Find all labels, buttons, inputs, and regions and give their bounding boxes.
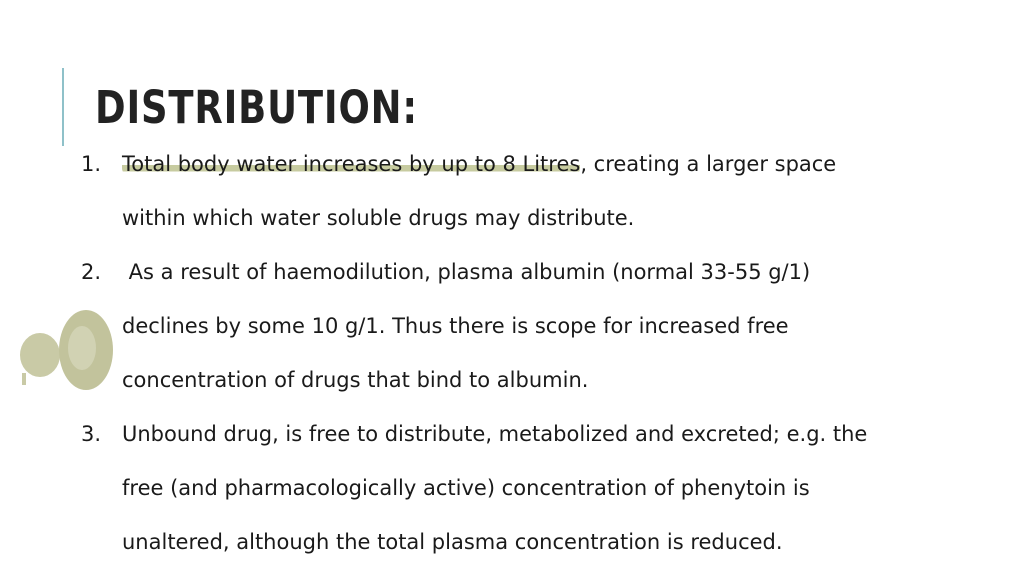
item-line: unaltered, although the total plasma concentration is reduced. xyxy=(122,530,783,554)
item-line: free (and pharmacologically active) concentration of phenytoin is xyxy=(122,476,810,500)
list-item xyxy=(0,245,1024,407)
item-text: , creating a larger space xyxy=(580,152,837,176)
item-line: concentration of drugs that bind to albumin. xyxy=(122,368,589,392)
highlighted-text: Total body water increases by up to 8 Litres xyxy=(122,152,581,176)
list-item xyxy=(0,137,1024,245)
list-item xyxy=(0,407,1024,569)
item-line xyxy=(122,137,994,191)
item-line: declines by some 10 g/1. Thus there is scope for increased free xyxy=(122,314,789,338)
slide-title: DISTRIBUTION: xyxy=(95,81,418,134)
item-line: As a result of haemodilution, plasma albumin (normal 33-55 g/1) xyxy=(122,260,811,284)
item-number: 3. xyxy=(81,422,102,446)
title-accent-bar xyxy=(62,68,64,146)
item-number: 2. xyxy=(81,260,102,284)
item-line: within which water soluble drugs may distribute. xyxy=(122,206,635,230)
distribution-list xyxy=(0,137,1024,569)
item-line: Unbound drug, is free to distribute, metabolized and excreted; e.g. the xyxy=(122,422,868,446)
item-number: 1. xyxy=(81,152,102,176)
